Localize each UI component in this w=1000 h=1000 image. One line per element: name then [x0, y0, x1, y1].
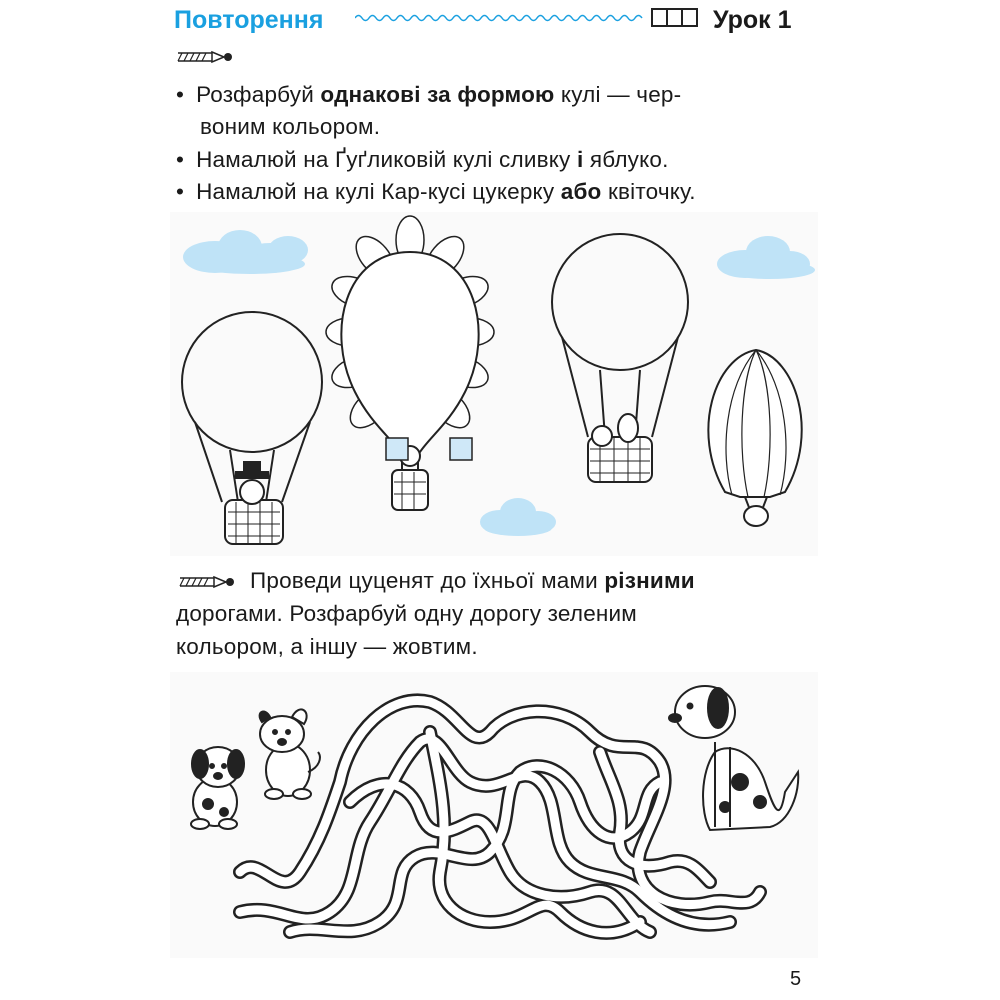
task1-line2: воним кольором.	[200, 114, 381, 139]
maze-illustration	[170, 672, 818, 958]
maze-svg	[170, 672, 818, 958]
task2-line2: дорогами. Розфарбуй одну дорогу зеленим	[176, 601, 637, 626]
lesson-label: Урок 1	[713, 6, 792, 34]
pencil-icon	[176, 575, 240, 589]
task1-line1: • Розфарбуй однакові за формою кулі — чер-	[176, 82, 682, 107]
round-balloon-right	[552, 234, 688, 482]
maze-paths	[240, 700, 760, 932]
balloons-svg	[170, 212, 818, 556]
task1-line4: • Намалюй на кулі Кар-кусі цукерку або квіточку.	[176, 179, 696, 204]
task2-line1: Проведи цуценят до їхньої мами різними	[250, 568, 695, 593]
cloud-icon	[183, 230, 308, 274]
section-title: Повторення	[174, 6, 324, 34]
cloud-icon	[480, 498, 556, 536]
task2-line3: кольором, а іншу — жовтим.	[176, 634, 478, 659]
pencil-icon	[176, 50, 236, 64]
cloud-icon	[717, 236, 815, 279]
task1-line3: • Намалюй на Ґуґликовій кулі сливку і яблуко.	[176, 147, 669, 172]
lesson-boxes	[651, 8, 696, 32]
puppy-spotted	[191, 747, 244, 829]
puppy-white	[260, 709, 320, 799]
mother-dog	[669, 686, 798, 830]
wavy-divider	[355, 13, 645, 23]
page-number: 5	[790, 968, 802, 990]
balloons-illustration	[170, 212, 818, 556]
tall-balloon	[708, 350, 801, 526]
sunflower-balloon	[326, 216, 494, 510]
round-balloon-left	[182, 312, 322, 544]
